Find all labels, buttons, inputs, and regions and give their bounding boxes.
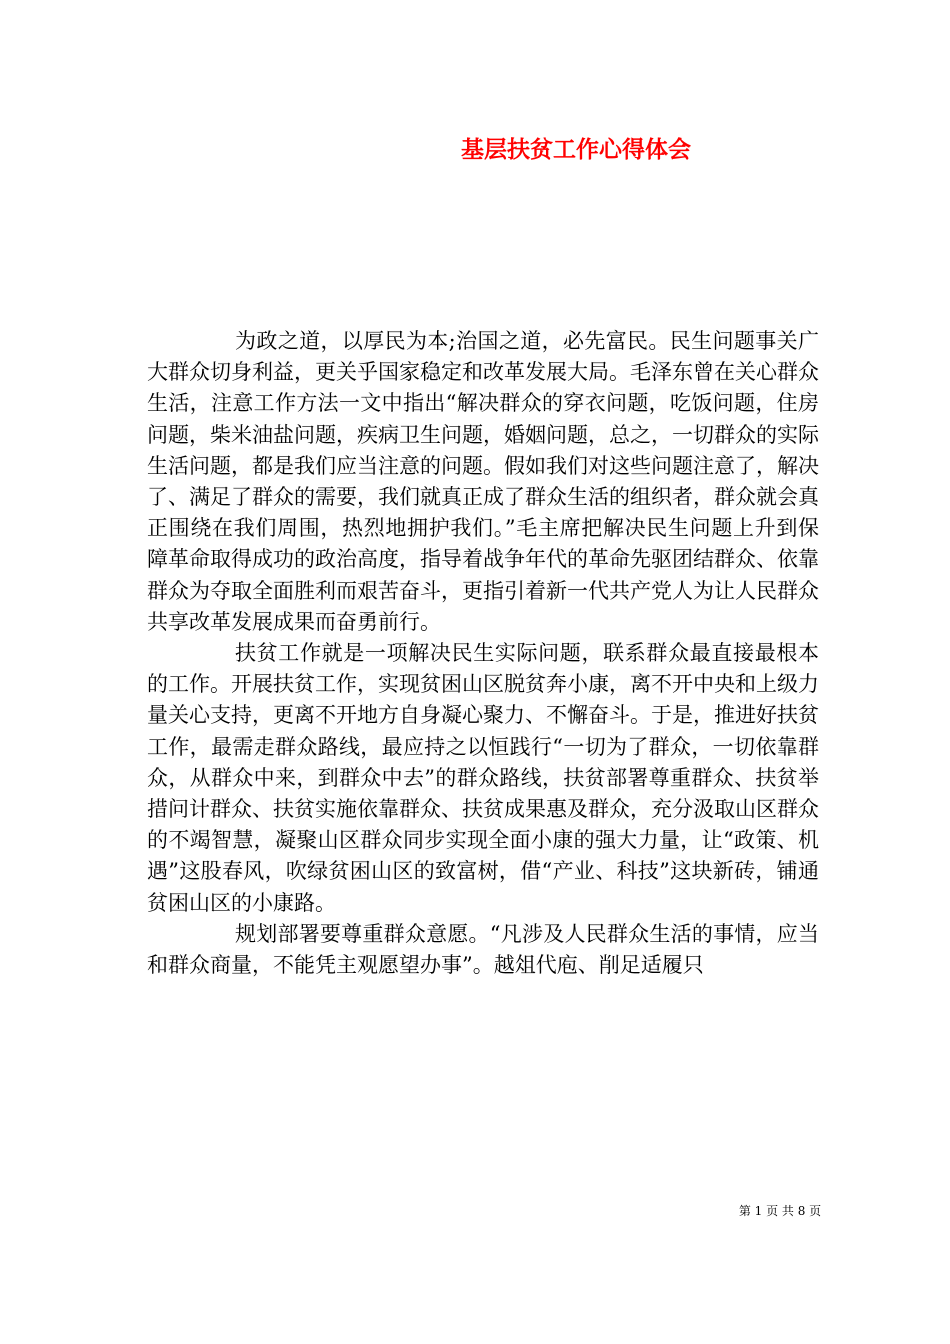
paragraph-3: 规划部署要尊重群众意愿。“凡涉及人民群众生活的事情，应当和群众商量，不能凭主观愿望办事”。越俎代庖、削足适履只 <box>147 921 819 978</box>
paragraph-2: 扶贫工作就是一项解决民生实际问题，联系群众最直接最根本的工作。开展扶贫工作，实现贫困山区脱贫奔小康，离不开中央和上级力量关心支持，更离不开地方自身凝心聚力、不懈奋斗。于是，推进好扶贫工作，最需走群众路线，最应持之以恒践行“一切为了群众，一切依靠群众，从群众中来，到群众中去”的群众路线，扶贫部署尊重群众、扶贫举措问计群众、扶贫实施依靠群众、扶贫成果惠及群众，充分汲取山区群众的不竭智慧，凝聚山区群众同步实现全面小康的强大力量，让“政策、机遇”这股春风，吹绿贫困山区的致富树，借“产业、科技”这块新砖，铺通贫困山区的小康路。 <box>147 641 819 915</box>
page-number: 第 1 页 共 8 页 <box>738 1204 822 1218</box>
document-body <box>147 326 819 981</box>
paragraph-1: 为政之道，以厚民为本;治国之道，必先富民。民生问题事关广大群众切身利益，更关乎国家稳定和改革发展大局。毛泽东曾在关心群众生活，注意工作方法一文中指出“解决群众的穿衣问题，吃饭问题，住房问题，柴米油盐问题，疾病卫生问题，婚姻问题，总之，一切群众的实际生活问题，都是我们应当注意的问题。假如我们对这些问题注意了，解决了、满足了群众的需要，我们就真正成了群众生活的组织者，群众就会真正围绕在我们周围，热烈地拥护我们。”毛主席把解决民生问题上升到保障革命取得成功的政治高度，指导着战争年代的革命先驱团结群众、依靠群众为夺取全面胜利而艰苦奋斗，更指引着新一代共产党人为让人民群众共享改革发展成果而奋勇前行。 <box>147 329 819 634</box>
document-title: 基层扶贫工作心得体会 <box>461 136 691 163</box>
